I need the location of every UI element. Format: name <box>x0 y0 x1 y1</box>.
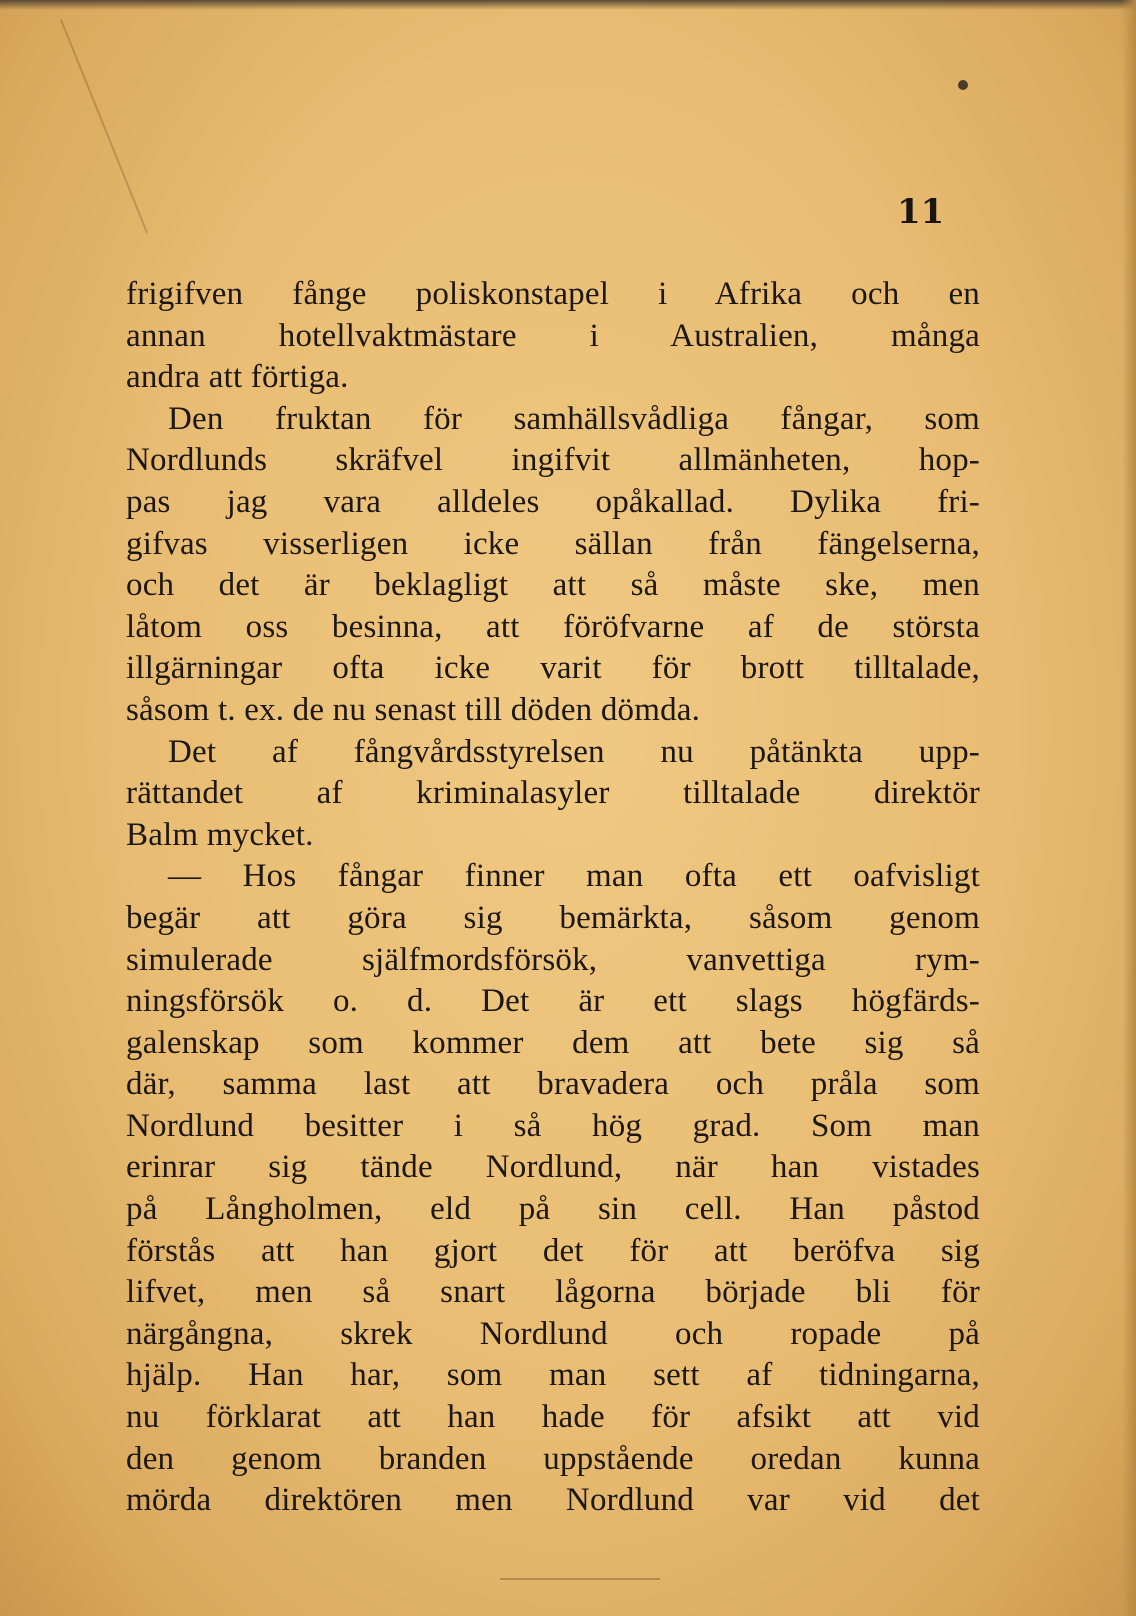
text-line: andra att förtiga. <box>126 359 349 396</box>
text-line: där, samma last att bravadera och pråla som <box>126 1066 980 1103</box>
text-line: galenskap som kommer dem att bete sig så <box>126 1024 980 1061</box>
text-line: — Hos fångar finner man ofta ett oafvisligt <box>168 858 980 895</box>
body-text <box>126 274 980 1522</box>
text-line: låtom oss besinna, att föröfvarne af de största <box>126 608 980 645</box>
text-line: närgångna, skrek Nordlund och ropade på <box>126 1315 980 1352</box>
text-line: på Långholmen, eld på sin cell. Han påstod <box>126 1191 980 1228</box>
text-line: mörda direktören men Nordlund var vid det <box>126 1482 980 1519</box>
text-line: nu förklarat att han hade för afsikt att vid <box>126 1399 980 1436</box>
text-line: hjälp. Han har, som man sett af tidningarna, <box>126 1357 980 1394</box>
text-line: gifvas visserligen icke sällan från fängelserna, <box>126 525 980 562</box>
text-line: illgärningar ofta icke varit för brott tilltalade, <box>126 650 980 687</box>
page-right-edge <box>1122 0 1136 1616</box>
text-line: ningsförsök o. d. Det är ett slags högfärds- <box>126 983 980 1020</box>
text-line: rättandet af kriminalasyler tilltalade direktör <box>126 775 980 812</box>
text-line: förstås att han gjort det för att beröfva sig <box>126 1232 980 1269</box>
text-line: lifvet, men så snart lågorna började bli för <box>126 1274 980 1311</box>
text-line: pas jag vara alldeles opåkallad. Dylika fri- <box>126 483 980 520</box>
text-line: simulerade själfmordsförsök, vanvettiga rym- <box>126 941 980 978</box>
text-line: Balm mycket. <box>126 816 314 853</box>
bottom-rule <box>500 1578 660 1580</box>
text-line: Nordlund besitter i så hög grad. Som man <box>126 1107 980 1144</box>
text-line: annan hotellvaktmästare i Australien, många <box>126 317 980 354</box>
text-line: erinrar sig tände Nordlund, när han vistades <box>126 1149 980 1186</box>
page-number: 11 <box>897 192 945 232</box>
text-line: Den fruktan för samhällsvådliga fångar, som <box>168 400 980 437</box>
text-line: frigifven fånge poliskonstapel i Afrika och en <box>126 276 980 312</box>
page-top-edge <box>0 0 1136 10</box>
text-line: begär att göra sig bemärkta, såsom genom <box>126 899 980 936</box>
binding-hole <box>958 80 968 90</box>
text-line: Nordlunds skräfvel ingifvit allmänheten, hop- <box>126 442 980 479</box>
text-line: och det är beklagligt att så måste ske, men <box>126 567 980 604</box>
text-line: den genom branden uppstående oredan kunna <box>126 1440 980 1477</box>
text-line: såsom t. ex. de nu senast till döden dömda. <box>126 691 701 728</box>
paper-crease <box>60 19 148 233</box>
text-line: Det af fångvårdsstyrelsen nu påtänkta upp- <box>168 733 980 770</box>
